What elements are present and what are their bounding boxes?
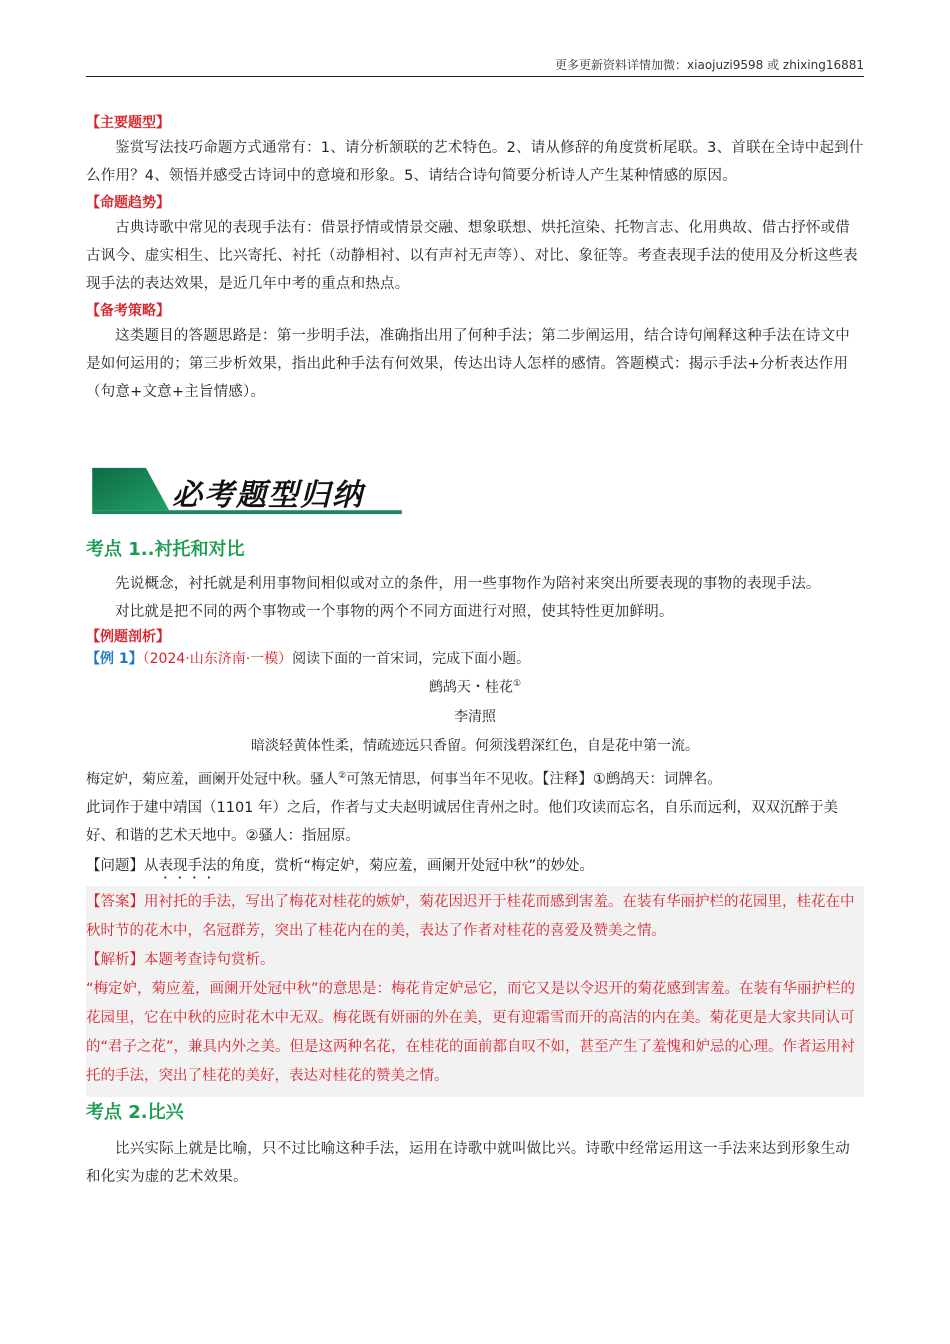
poem-title-note: ① bbox=[512, 679, 522, 689]
answer-text: 用衬托的手法，写出了梅花对桂花的嫉妒，菊花因迟开于桂花而感到害羞。在装有华丽护栏的花园里，桂花在中秋时节的花木中，名冠群芳，突出了桂花内在的美，表达了作者对桂花的喜爱及赞美之情。 bbox=[86, 894, 855, 940]
annotation-start: 【注释】①鹧鸪天：词牌名。 bbox=[542, 771, 722, 788]
analysis-head bbox=[86, 946, 862, 975]
strategy-text: 这类题目的答题思路是：第一步明手法，准确指出用了何种手法；第二步阐运用，结合诗句阐释这种手法在诗文中是如何运用的；第三步析效果，指出此种手法有何效果，传达出诗人怎样的感情。答题模式：揭示手法+分析表达作用（句意+文意+主旨情感）。 bbox=[86, 328, 850, 400]
kp2-concept: 比兴实际上就是比喻，只不过比喻这种手法，运用在诗歌中就叫做比兴。诗歌中经常运用这一手法来达到形象生动和化实为虚的艺术效果。 bbox=[86, 1141, 850, 1186]
example-analysis-tag: 【例题剖析】 bbox=[86, 629, 170, 645]
trend-text: 古典诗歌中常见的表现手法有：借景抒情或情景交融、想象联想、烘托渲染、托物言志、化用典故、借古抒怀或借古讽今、虚实相生、比兴寄托、衬托（动静相衬、以有声衬无声等）、对比、象征等。考查表现手法的使用及分析这些表现手法的表达效果，是近几年中考的重点和热点。 bbox=[86, 220, 858, 292]
kp1-concept-2: 对比就是把不同的两个事物或一个事物的两个不同方面进行对照，使其特性更加鲜明。 bbox=[115, 604, 674, 620]
annotation-cont: 此词作于建中靖国（1101 年）之后，作者与丈夫赵明诚居住青州之时。他们攻读而忘名，自乐而远利，双双沉醉于美好、和谐的艺术天地中。②骚人：指屈原。 bbox=[86, 800, 839, 845]
question bbox=[86, 852, 864, 882]
strategy-tag: 【备考策略】 bbox=[86, 303, 170, 319]
answer-label: 【答案】 bbox=[86, 894, 144, 911]
example-1-source: （2024·山东济南·一模） bbox=[142, 651, 293, 667]
question-rest: 的角度，赏析“梅定妒，菊应羞，画阑开处冠中秋”的妙处。 bbox=[216, 858, 595, 875]
poem-line-2 bbox=[86, 761, 864, 795]
example-1-label: 【例 1】 bbox=[86, 651, 143, 667]
banner-title: 必考题型归纳 bbox=[172, 478, 364, 513]
kp1-concept-1: 先说概念，衬托就是利用事物间相似或对立的条件，用一些事物作为陪衬来突出所要表现的事物的表现手法。 bbox=[115, 576, 821, 592]
section-banner bbox=[86, 466, 408, 518]
kp2-title: 考点 2.比兴 bbox=[86, 1102, 184, 1124]
analysis-label: 【解析】 bbox=[86, 952, 144, 969]
poem-line-2a: 梅定妒，菊应羞，画阑开处冠中秋。骚人 bbox=[86, 771, 338, 788]
poem-author: 李清照 bbox=[454, 708, 496, 725]
question-emphasis: 表现手法 bbox=[158, 858, 217, 875]
analysis-text: “梅定妒，菊应羞，画阑开处冠中秋”的意思是：梅花肯定妒忌它，而它又是以令迟开的菊花感到害羞。在装有华丽护栏的花园里，它在中秋的应时花木中无双。梅花既有妍丽的外在美，更有迎霜雪而开的高洁的内在美。菊花更是大家共同认可的“君子之花”，兼具内外之美。但是这两种名花，在桂花的面前都自叹不如，甚至产生了羞愧和妒忌的心理。作者运用衬托的手法，突出了桂花的美好，表达对桂花的赞美之情。 bbox=[86, 981, 856, 1085]
page-header: 更多更新资料详情加微：xiaojuzi9598 或 zhixing16881 bbox=[86, 56, 864, 77]
poem-line-1: 暗淡轻黄体性柔，情疏迹远只香留。何须浅碧深红色，自是花中第一流。 bbox=[251, 737, 699, 754]
answer-box bbox=[86, 886, 864, 1097]
example-1-header bbox=[86, 648, 864, 670]
intro-sections bbox=[86, 112, 864, 406]
poem-title bbox=[86, 670, 864, 703]
answer bbox=[86, 888, 862, 946]
poem-line-2-note: ② bbox=[338, 770, 347, 781]
analysis-head-text: 本题考查诗句赏析。 bbox=[144, 952, 275, 969]
poem-line-2b: 可煞无情思，何事当年不见收。 bbox=[346, 771, 543, 788]
kp1-section bbox=[86, 536, 864, 1191]
trend-tag: 【命题趋势】 bbox=[86, 195, 170, 211]
main-type-text: 鉴赏写法技巧命题方式通常有：1、请分析颔联的艺术特色。2、请从修辞的角度赏析尾联。3、首联在全诗中起到什么作用？4、领悟并感受古诗词中的意境和形象。5、请结合诗句简要分析诗人产生某种情感的原因。 bbox=[86, 140, 864, 184]
main-type-tag: 【主要题型】 bbox=[86, 115, 170, 131]
kp1-title: 考点 1..衬托和对比 bbox=[86, 539, 245, 560]
example-1-prompt: 阅读下面的一首宋词，完成下面小题。 bbox=[292, 651, 531, 667]
poem-title-text: 鹧鸪天・桂花 bbox=[428, 679, 513, 696]
question-lead: 【问题】从 bbox=[86, 858, 159, 875]
